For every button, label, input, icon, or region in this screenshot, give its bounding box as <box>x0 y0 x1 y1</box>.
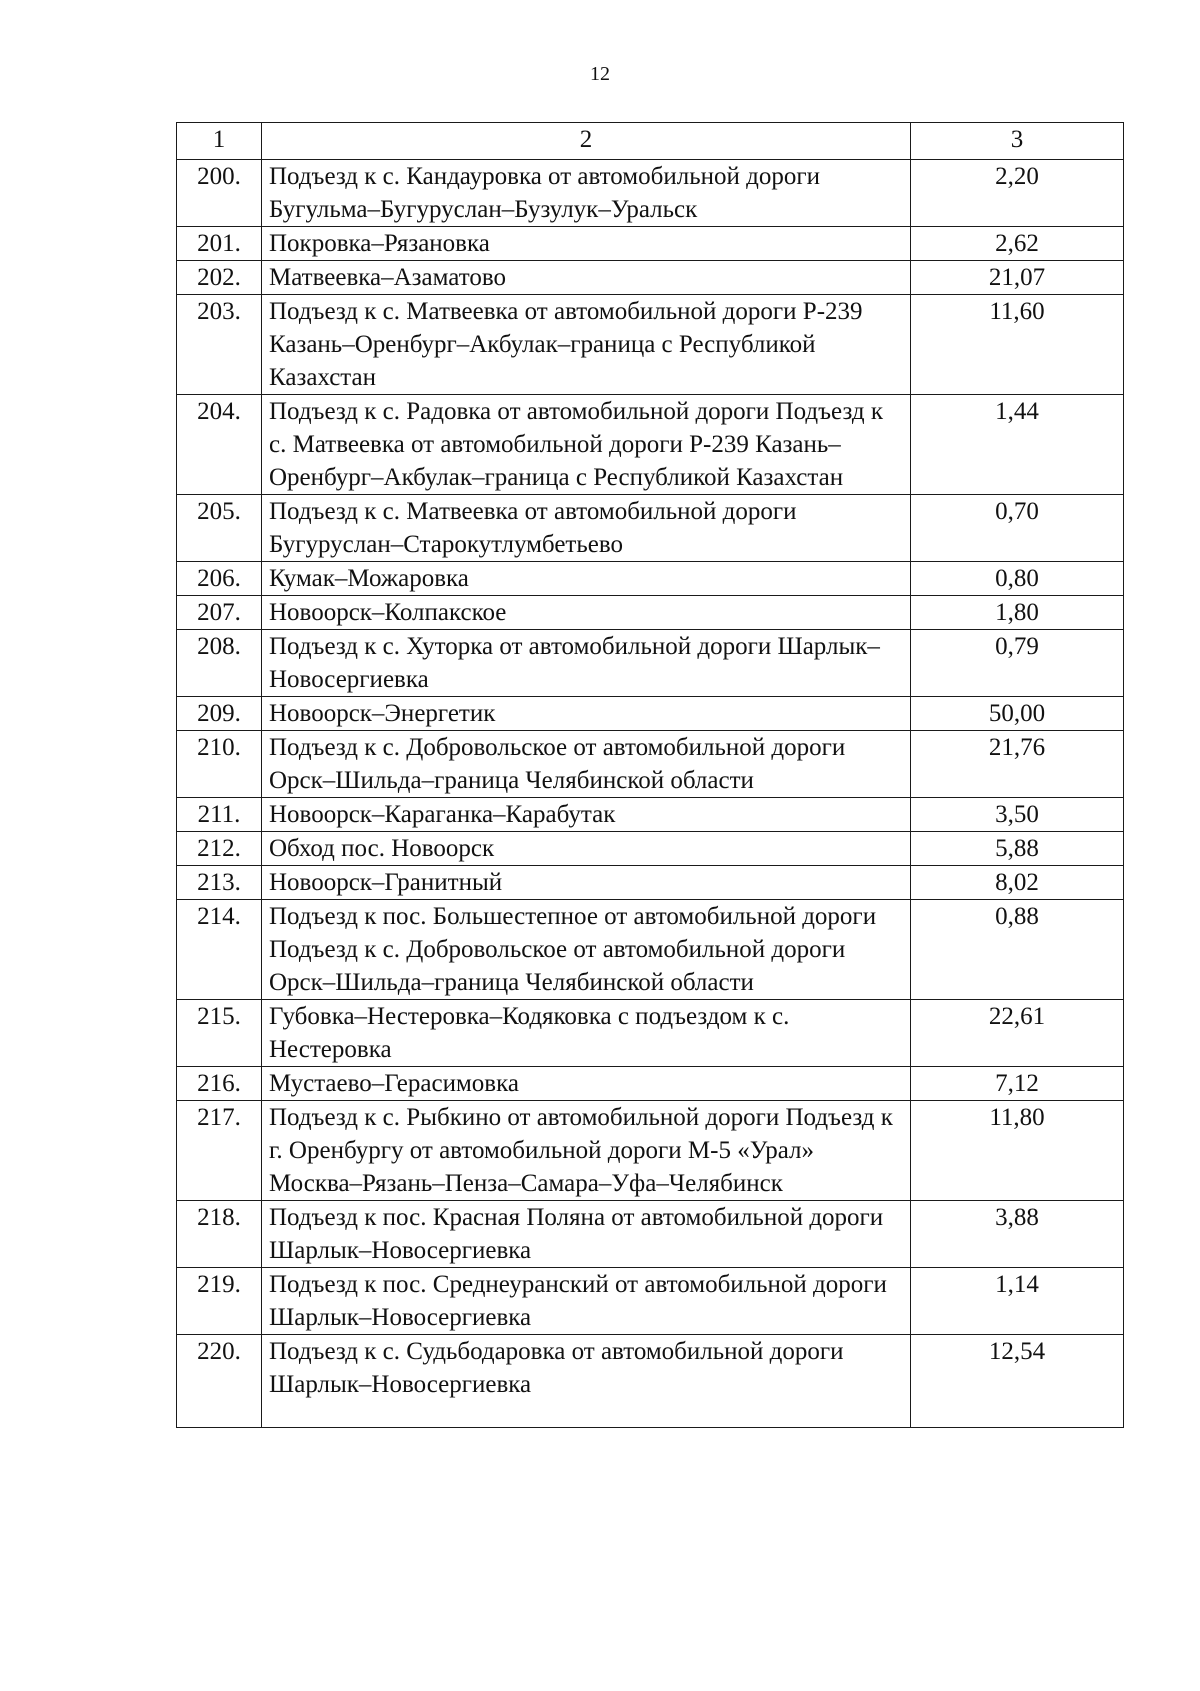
table-row <box>177 227 1124 261</box>
road-length: 12,54 <box>911 1335 1124 1428</box>
row-number: 200. <box>177 160 262 227</box>
row-number: 201. <box>177 227 262 261</box>
road-length: 7,12 <box>911 1067 1124 1101</box>
table-row <box>177 295 1124 395</box>
row-number: 219. <box>177 1268 262 1335</box>
table-row <box>177 1268 1124 1335</box>
row-number: 204. <box>177 395 262 495</box>
road-name: Обход пос. Новоорск <box>262 832 911 866</box>
road-name: Матвеевка–Азаматово <box>262 261 911 295</box>
row-number: 207. <box>177 596 262 630</box>
table-row <box>177 160 1124 227</box>
row-number: 214. <box>177 900 262 1000</box>
row-number: 220. <box>177 1335 262 1428</box>
road-length: 5,88 <box>911 832 1124 866</box>
table-row <box>177 562 1124 596</box>
row-number: 215. <box>177 1000 262 1067</box>
row-number: 205. <box>177 495 262 562</box>
road-name: Кумак–Можаровка <box>262 562 911 596</box>
road-name: Подъезд к пос. Красная Поляна от автомобильной дороги Шарлык–Новосергиевка <box>262 1201 911 1268</box>
table-row <box>177 596 1124 630</box>
table-row <box>177 1067 1124 1101</box>
road-length: 11,60 <box>911 295 1124 395</box>
row-number: 217. <box>177 1101 262 1201</box>
road-length: 1,14 <box>911 1268 1124 1335</box>
table-row <box>177 395 1124 495</box>
row-number: 213. <box>177 866 262 900</box>
road-length: 0,88 <box>911 900 1124 1000</box>
table-row <box>177 1101 1124 1201</box>
roads-table <box>176 122 1124 1428</box>
road-length: 0,70 <box>911 495 1124 562</box>
table-header-row <box>177 123 1124 160</box>
road-name: Подъезд к с. Судьбодаровка от автомобильной дороги Шарлык–Новосергиевка <box>262 1335 911 1428</box>
road-name: Новоорск–Энергетик <box>262 697 911 731</box>
road-length: 8,02 <box>911 866 1124 900</box>
road-name: Мустаево–Герасимовка <box>262 1067 911 1101</box>
table-row <box>177 261 1124 295</box>
table-row <box>177 1201 1124 1268</box>
row-number: 212. <box>177 832 262 866</box>
table-row <box>177 1000 1124 1067</box>
row-number: 218. <box>177 1201 262 1268</box>
row-number: 209. <box>177 697 262 731</box>
table-row <box>177 697 1124 731</box>
road-name: Подъезд к с. Хуторка от автомобильной дороги Шарлык–Новосергиевка <box>262 630 911 697</box>
table-row <box>177 731 1124 798</box>
table-row <box>177 1335 1124 1428</box>
road-name: Подъезд к с. Матвеевка от автомобильной дороги Р-239 Казань–Оренбург–Акбулак–граница с Республикой Казахстан <box>262 295 911 395</box>
road-name: Подъезд к пос. Большестепное от автомобильной дороги Подъезд к с. Добровольское от автомобильной дороги Орск–Шильда–граница Челябинской области <box>262 900 911 1000</box>
road-name: Новоорск–Гранитный <box>262 866 911 900</box>
road-length: 1,44 <box>911 395 1124 495</box>
road-length: 3,50 <box>911 798 1124 832</box>
table-row <box>177 866 1124 900</box>
column-header: 1 <box>177 123 262 160</box>
table-row <box>177 798 1124 832</box>
road-length: 22,61 <box>911 1000 1124 1067</box>
road-name: Подъезд к с. Кандауровка от автомобильной дороги Бугульма–Бугуруслан–Бузулук–Уральск <box>262 160 911 227</box>
road-length: 3,88 <box>911 1201 1124 1268</box>
row-number: 203. <box>177 295 262 395</box>
row-number: 216. <box>177 1067 262 1101</box>
column-header: 3 <box>911 123 1124 160</box>
row-number: 210. <box>177 731 262 798</box>
road-length: 11,80 <box>911 1101 1124 1201</box>
road-name: Губовка–Нестеровка–Кодяковка с подъездом к с. Нестеровка <box>262 1000 911 1067</box>
road-name: Новоорск–Караганка–Карабутак <box>262 798 911 832</box>
column-header: 2 <box>262 123 911 160</box>
road-name: Подъезд к с. Добровольское от автомобильной дороги Орск–Шильда–граница Челябинской области <box>262 731 911 798</box>
road-length: 0,80 <box>911 562 1124 596</box>
road-length: 2,62 <box>911 227 1124 261</box>
road-length: 50,00 <box>911 697 1124 731</box>
road-name: Подъезд к с. Матвеевка от автомобильной дороги Бугуруслан–Старокутлумбетьево <box>262 495 911 562</box>
page-number: 12 <box>590 63 610 85</box>
row-number: 208. <box>177 630 262 697</box>
row-number: 202. <box>177 261 262 295</box>
table-row <box>177 630 1124 697</box>
road-name: Подъезд к с. Радовка от автомобильной дороги Подъезд к с. Матвеевка от автомобильной дороги Р-239 Казань–Оренбург–Акбулак–граница с Республикой Казахстан <box>262 395 911 495</box>
road-name: Новоорск–Колпакское <box>262 596 911 630</box>
road-length: 21,76 <box>911 731 1124 798</box>
road-name: Покровка–Рязановка <box>262 227 911 261</box>
road-name: Подъезд к с. Рыбкино от автомобильной дороги Подъезд к г. Оренбургу от автомобильной дороги М-5 «Урал» Москва–Рязань–Пенза–Самара–Уфа–Челябинск <box>262 1101 911 1201</box>
row-number: 206. <box>177 562 262 596</box>
road-length: 0,79 <box>911 630 1124 697</box>
row-number: 211. <box>177 798 262 832</box>
road-name: Подъезд к пос. Среднеуранский от автомобильной дороги Шарлык–Новосергиевка <box>262 1268 911 1335</box>
table-row <box>177 495 1124 562</box>
table-row <box>177 832 1124 866</box>
road-length: 1,80 <box>911 596 1124 630</box>
road-length: 21,07 <box>911 261 1124 295</box>
road-length: 2,20 <box>911 160 1124 227</box>
table-row <box>177 900 1124 1000</box>
